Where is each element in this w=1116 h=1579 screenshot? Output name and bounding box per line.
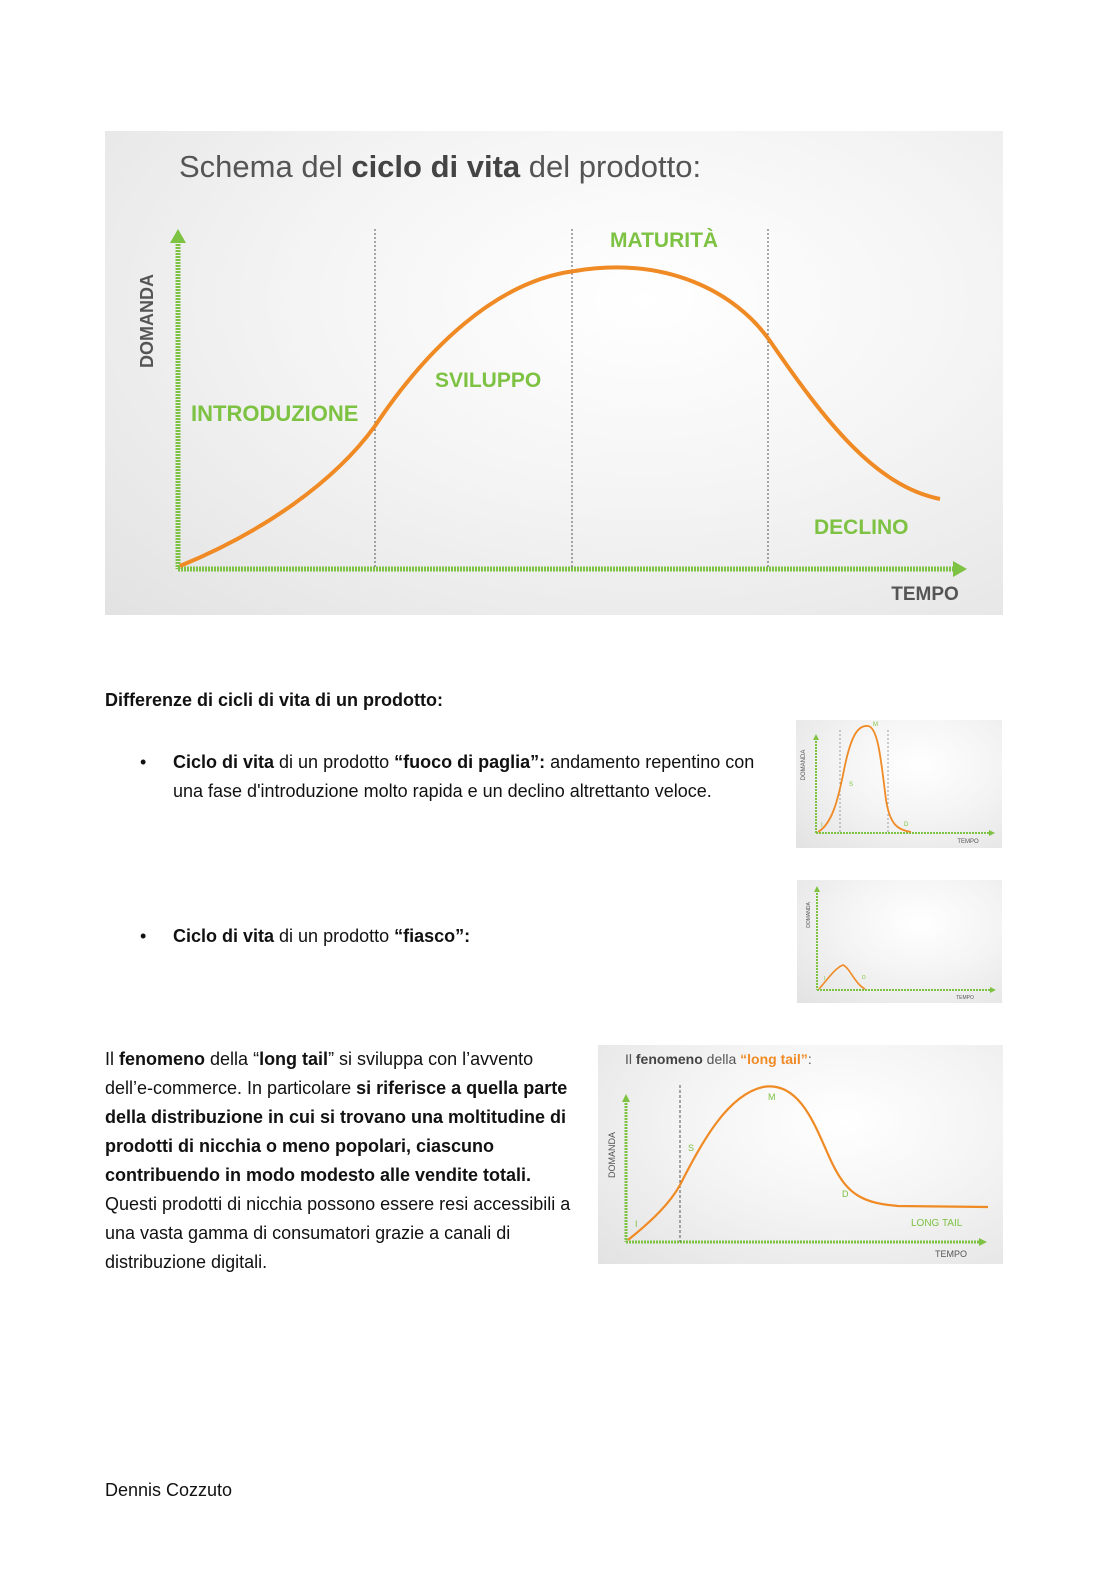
- phase-sviluppo: SVILUPPO: [435, 369, 542, 392]
- fiasco-curve: [819, 965, 865, 989]
- y-axis-label: DOMANDA: [137, 274, 157, 368]
- svg-text:DOMANDA: DOMANDA: [607, 1131, 617, 1179]
- svg-text:M: M: [873, 722, 878, 728]
- long-tail-paragraph: Il fenomeno della “long tail” si sviluppa con l’avvento dell’e-commerce. In particolare si riferisce a quella parte della distribuzione in cui si trovano una moltitudine di prodotti di nicchia o meno popolari, ciascuno contribuendo in modo modesto alle vendite totali. Questi prodotti di nicchia possono essere resi accessibili a una vasta gamma di consumatori grazie a canali di distribuzione digitali.: [105, 1049, 571, 1272]
- fuoco-curve: [818, 726, 911, 832]
- svg-text:DOMANDA: DOMANDA: [806, 902, 812, 928]
- lt-curve: [628, 1086, 988, 1240]
- footer-author: Dennis Cozzuto: [105, 1480, 233, 1500]
- svg-text:I: I: [824, 976, 826, 982]
- chart-fuoco-di-paglia: [796, 720, 1002, 848]
- svg-text:S: S: [849, 782, 854, 788]
- long-tail-label: LONG TAIL: [911, 1218, 963, 1229]
- x-axis-label: TEMPO: [891, 584, 959, 605]
- chart-long-tail: [598, 1045, 1003, 1264]
- svg-text:D: D: [904, 822, 909, 828]
- phase-declino: DECLINO: [814, 516, 909, 539]
- main-chart-title: Schema del ciclo di vita del prodotto:: [179, 149, 702, 184]
- svg-text:I: I: [821, 823, 823, 829]
- bullet-item-fiasco: Ciclo di vita di un prodotto “fiasco”:: [173, 926, 471, 946]
- phase-maturita: MATURITÀ: [610, 229, 719, 252]
- bullet-item-fuoco-di-paglia: Ciclo di vita di un prodotto “fuoco di paglia”: andamento repentino con una fase d'introduzione molto rapida e un declino altrettanto veloce.: [173, 752, 755, 801]
- svg-text:D: D: [862, 975, 866, 981]
- phase-introduzione: INTRODUZIONE: [191, 401, 359, 426]
- svg-text:TEMPO: TEMPO: [957, 839, 979, 845]
- svg-text:M: M: [768, 1092, 776, 1102]
- y-axis-arrow: [170, 229, 186, 243]
- x-axis-arrow: [953, 561, 967, 577]
- fuoco-svg: [796, 720, 1002, 848]
- bullet-marker-2: •: [140, 926, 147, 946]
- svg-text:TEMPO: TEMPO: [934, 1249, 968, 1259]
- svg-text:I: I: [635, 1219, 638, 1229]
- main-lifecycle-chart: [105, 131, 1003, 615]
- main-lifecycle-svg: [105, 131, 1003, 615]
- bullet-marker-1: •: [140, 752, 147, 772]
- svg-text:D: D: [842, 1189, 849, 1199]
- section-heading: Differenze di cicli di vita di un prodotto:: [105, 690, 444, 710]
- long-tail-svg: [598, 1045, 1003, 1264]
- long-tail-chart-title: Il fenomeno della “long tail”:: [625, 1051, 812, 1067]
- svg-text:DOMANDA: DOMANDA: [801, 749, 807, 781]
- svg-text:TEMPO: TEMPO: [956, 995, 974, 1001]
- fiasco-svg: [797, 880, 1002, 1003]
- svg-text:S: S: [688, 1143, 695, 1153]
- chart-fiasco: [797, 880, 1002, 1003]
